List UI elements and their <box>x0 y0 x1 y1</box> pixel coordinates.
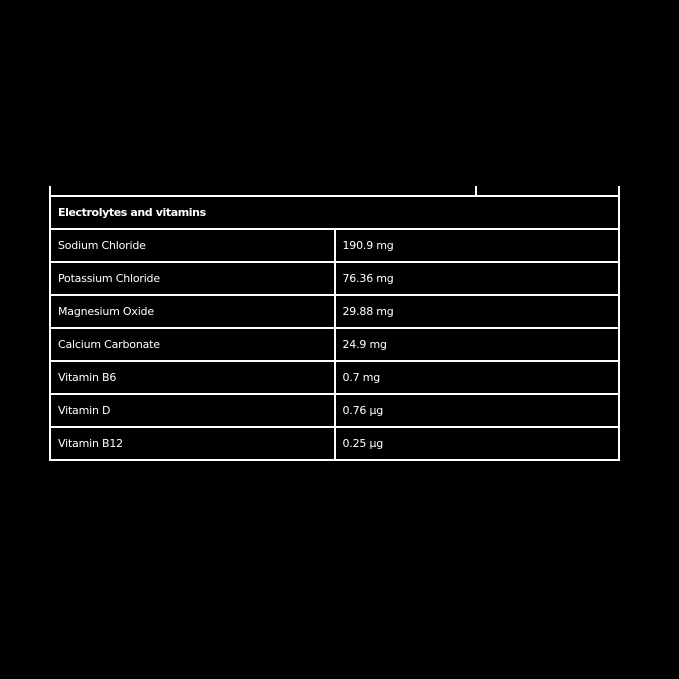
nutrient-amount: 0.7 mg <box>335 361 620 394</box>
nutrient-amount: 0.76 µg <box>335 394 620 427</box>
nutrient-amount: 29.88 mg <box>335 295 620 328</box>
table-row <box>50 262 619 295</box>
nutrient-name: Potassium Chloride <box>50 262 335 295</box>
table-row <box>50 229 619 262</box>
nutrient-name: Sodium Chloride <box>50 229 335 262</box>
nutrition-table-frame <box>49 186 620 479</box>
nutrient-name: Vitamin D <box>50 394 335 427</box>
nutrient-name: Vitamin B6 <box>50 361 335 394</box>
table-row <box>50 427 619 460</box>
nutrient-amount: 190.9 mg <box>335 229 620 262</box>
table-row <box>50 295 619 328</box>
table-row <box>50 328 619 361</box>
nutrition-table <box>49 195 620 461</box>
nutrient-name: Calcium Carbonate <box>50 328 335 361</box>
table-section-header-row <box>50 196 619 229</box>
table-row <box>50 361 619 394</box>
nutrient-amount: 0.25 µg <box>335 427 620 460</box>
section-title: Electrolytes and vitamins <box>50 196 619 229</box>
table-row <box>50 394 619 427</box>
nutrient-name: Magnesium Oxide <box>50 295 335 328</box>
nutrient-name: Vitamin B12 <box>50 427 335 460</box>
nutrient-amount: 76.36 mg <box>335 262 620 295</box>
nutrient-amount: 24.9 mg <box>335 328 620 361</box>
